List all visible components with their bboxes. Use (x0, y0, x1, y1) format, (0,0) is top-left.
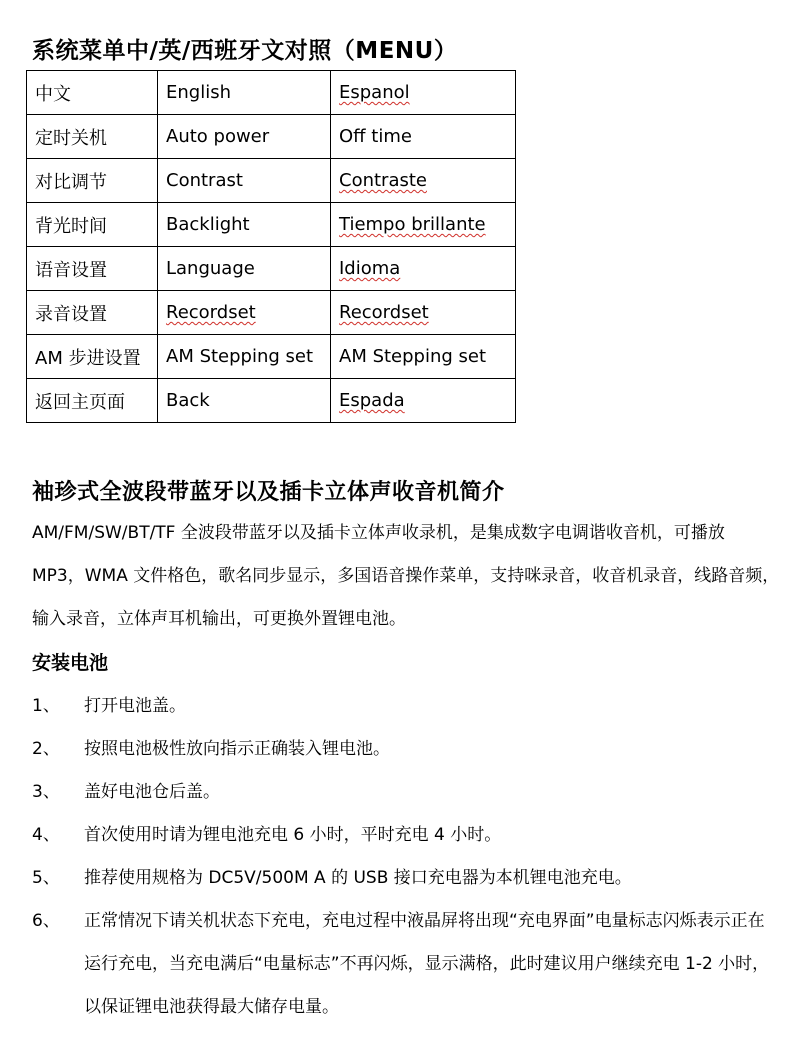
list-item (32, 771, 772, 814)
list-item (32, 685, 772, 728)
step-number: 2、 (32, 739, 60, 759)
cell-spanish: Idioma (331, 247, 516, 291)
list-item (32, 900, 772, 1029)
battery-section-title: 安装电池 (32, 652, 109, 674)
step-text: 盖好电池仓后盖。 (84, 782, 220, 802)
cell-chinese: 中文 (27, 71, 158, 115)
table-row (27, 159, 516, 203)
cell-english: Contrast (158, 159, 331, 203)
cell-spanish: Espada (331, 379, 516, 423)
cell-english: Recordset (158, 291, 331, 335)
table-row (27, 71, 516, 115)
table-row (27, 115, 516, 159)
cell-english: Backlight (158, 203, 331, 247)
cell-spanish: Espanol (331, 71, 516, 115)
intro-paragraph: AM/FM/SW/BT/TF 全波段带蓝牙以及插卡立体声收录机，是集成数字电调谐收音机，可播放 MP3，WMA 文件格色，歌名同步显示，多国语音操作菜单，支持咪录音，收音机录音，线路音频，输入录音，立体声耳机输出，可更换外置锂电池。 (32, 523, 780, 629)
cell-spanish: Recordset (331, 291, 516, 335)
menu-table-title: 系统菜单中/英/西班牙文对照（MENU） (32, 38, 458, 64)
step-number: 6、 (32, 911, 60, 931)
cell-chinese: 返回主页面 (27, 379, 158, 423)
cell-english: Back (158, 379, 331, 423)
cell-chinese: AM 步进设置 (27, 335, 158, 379)
cell-english: English (158, 71, 331, 115)
list-item (32, 728, 772, 771)
cell-spanish: Off time (331, 115, 516, 159)
step-number: 4、 (32, 825, 60, 845)
table-row (27, 291, 516, 335)
table-row (27, 203, 516, 247)
cell-english: AM Stepping set (158, 335, 331, 379)
cell-spanish: Tiempo brillante (331, 203, 516, 247)
cell-chinese: 定时关机 (27, 115, 158, 159)
step-text: 正常情况下请关机状态下充电，充电过程中液晶屏将出现“充电界面”电量标志闪烁表示正在运行充电，当充电满后“电量标志”不再闪烁，显示满格，此时建议用户继续充电 1-2 小时，以保证锂电池获得最大储存电量。 (84, 911, 770, 1017)
menu-translation-table (26, 70, 516, 423)
cell-spanish: AM Stepping set (331, 335, 516, 379)
step-number: 1、 (32, 696, 60, 716)
table-row (27, 247, 516, 291)
step-text: 首次使用时请为锂电池充电 6 小时，平时充电 4 小时。 (84, 825, 502, 845)
cell-chinese: 录音设置 (27, 291, 158, 335)
list-item (32, 814, 772, 857)
table-row (27, 379, 516, 423)
intro-title: 袖珍式全波段带蓝牙以及插卡立体声收音机简介 (32, 480, 505, 505)
step-text: 打开电池盖。 (84, 696, 186, 716)
battery-steps-list (32, 685, 772, 1029)
cell-chinese: 背光时间 (27, 203, 158, 247)
step-text: 按照电池极性放向指示正确装入锂电池。 (84, 739, 390, 759)
cell-chinese: 语音设置 (27, 247, 158, 291)
cell-english: Language (158, 247, 331, 291)
cell-chinese: 对比调节 (27, 159, 158, 203)
step-number: 3、 (32, 782, 60, 802)
table-row (27, 335, 516, 379)
cell-spanish: Contraste (331, 159, 516, 203)
step-text: 推荐使用规格为 DC5V/500M A 的 USB 接口充电器为本机锂电池充电。 (84, 868, 632, 888)
list-item (32, 857, 772, 900)
step-number: 5、 (32, 868, 60, 888)
cell-english: Auto power (158, 115, 331, 159)
